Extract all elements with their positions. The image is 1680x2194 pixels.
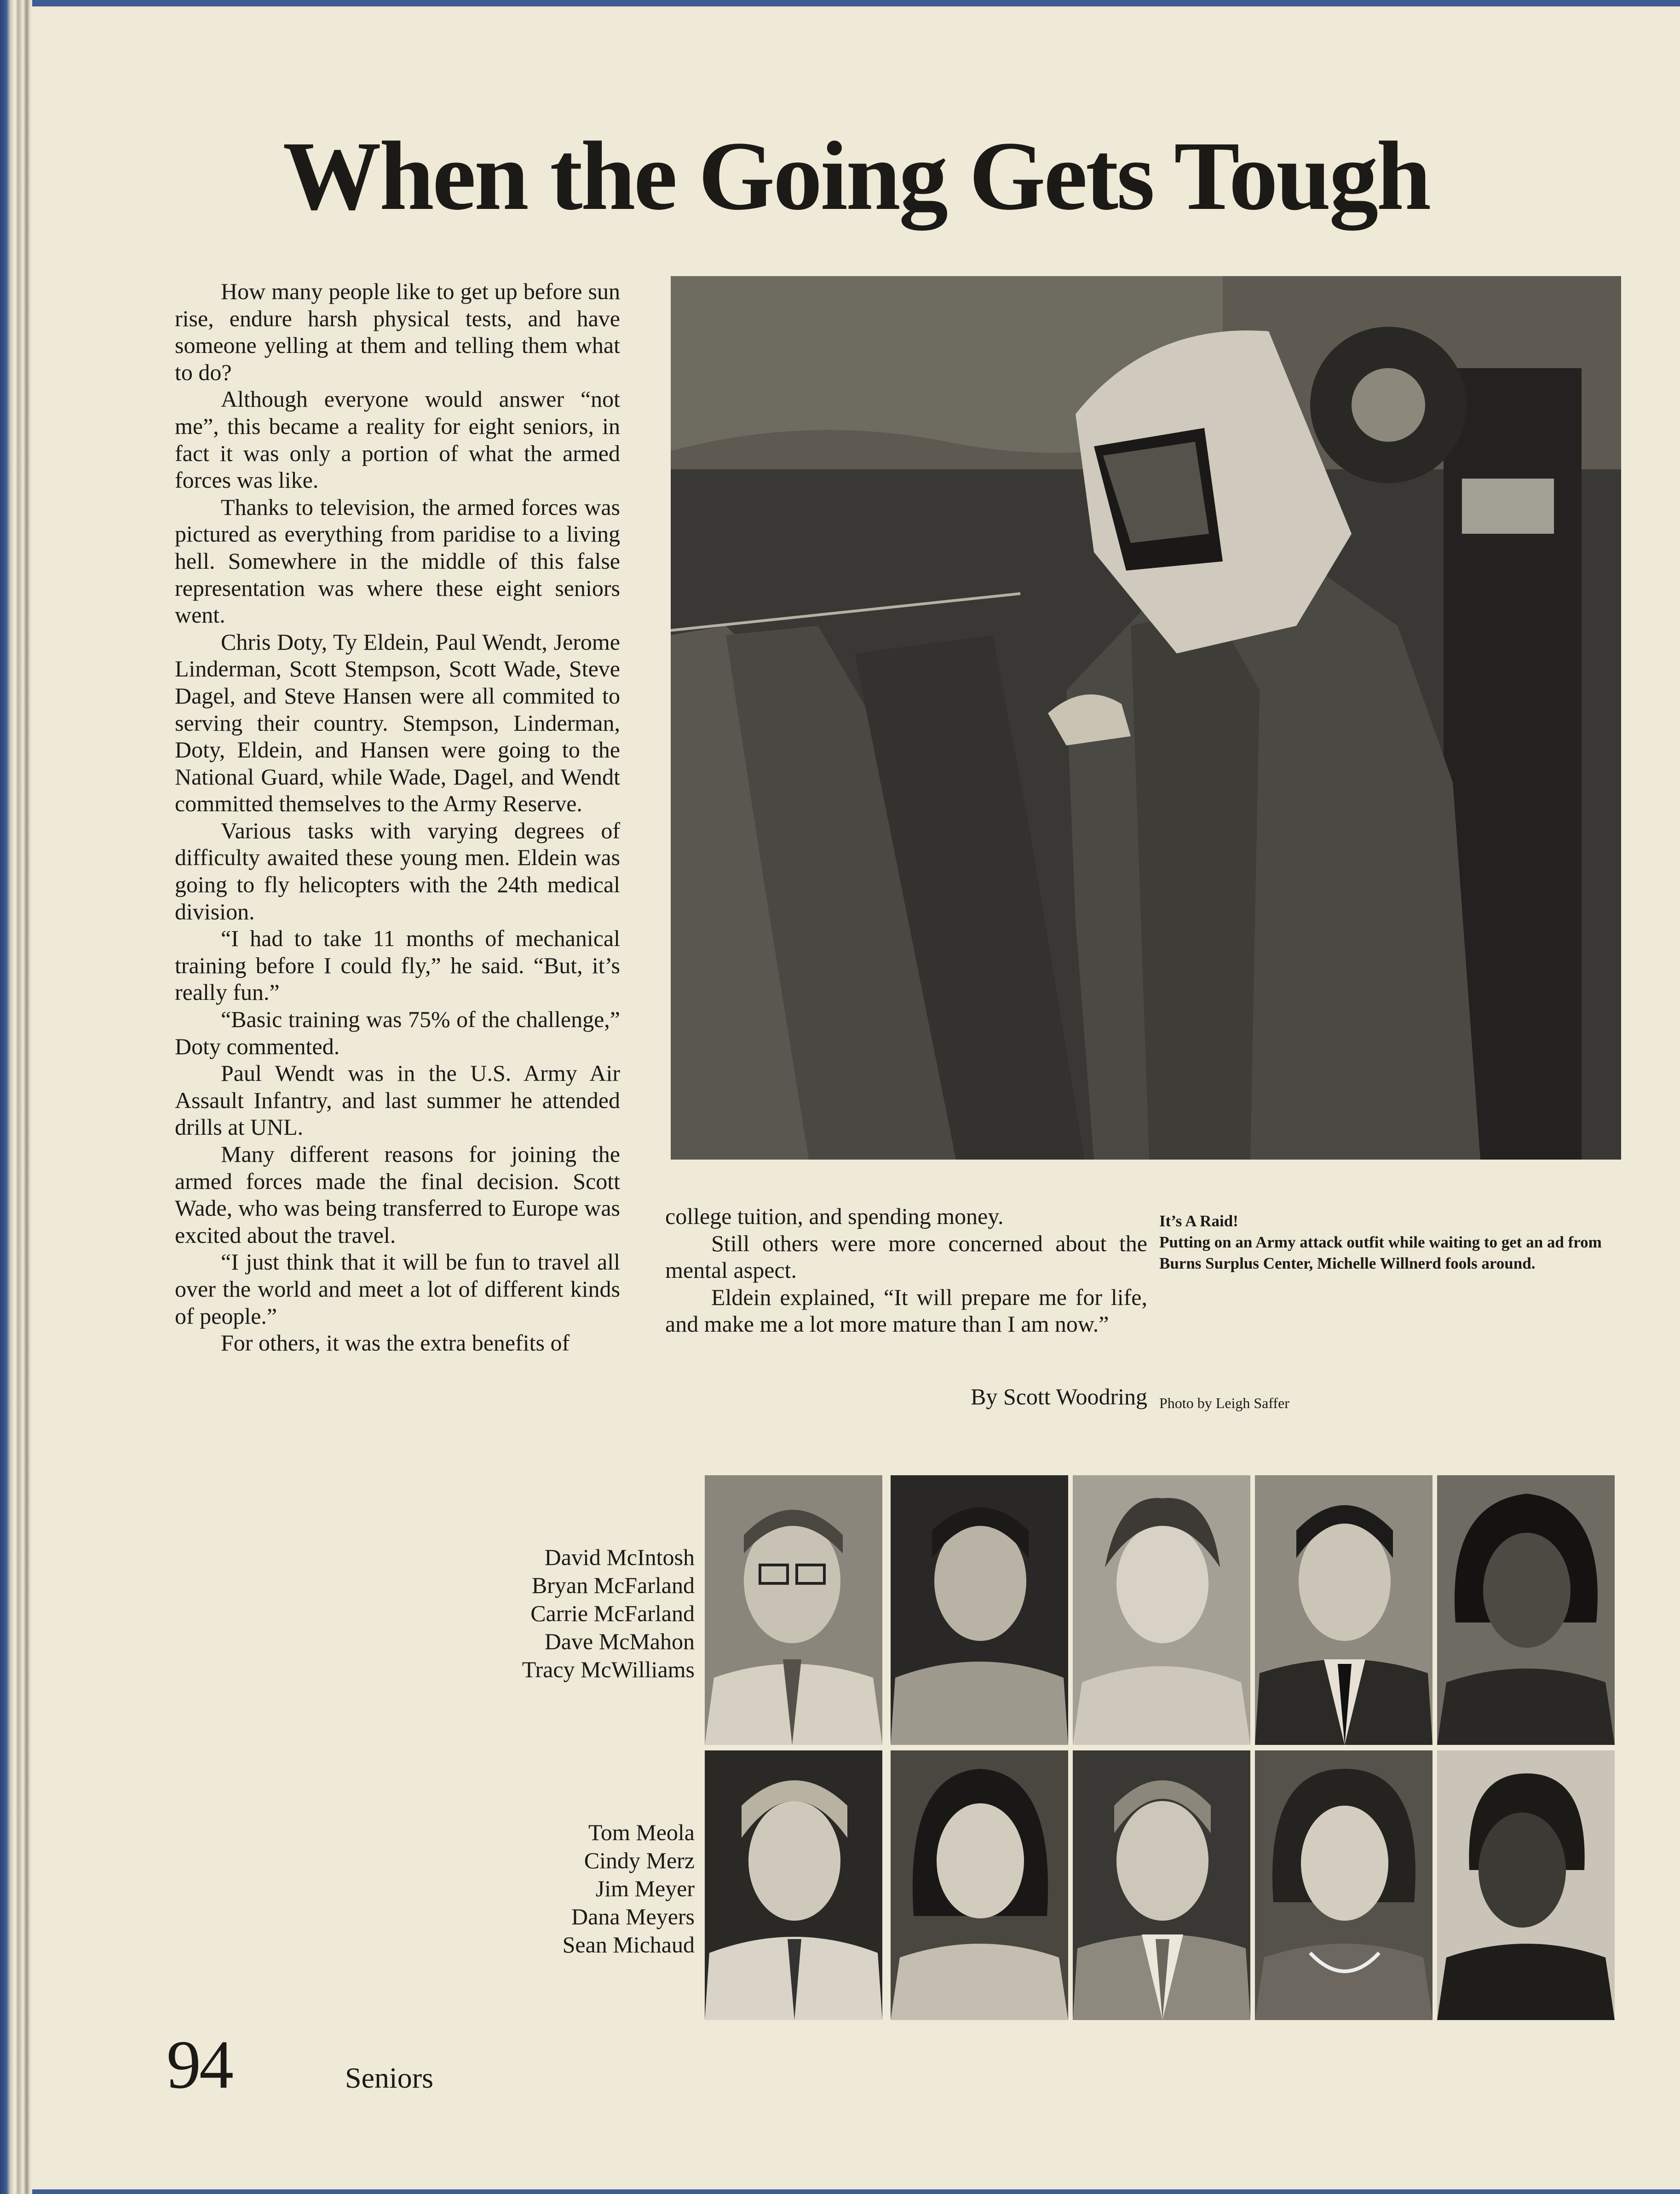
caption-text: Putting on an Army attack outfit while waiting to get an ad from Burns Surplus Center, Michelle Willnerd fools around. bbox=[1159, 1233, 1602, 1272]
caption-title: It’s A Raid! bbox=[1159, 1212, 1238, 1230]
student-name: Cindy Merz bbox=[584, 1848, 695, 1873]
portrait-photo bbox=[891, 1750, 1068, 2020]
student-name: Dana Meyers bbox=[571, 1904, 695, 1929]
portrait-photo bbox=[705, 1475, 882, 1745]
article-paragraph: Many different reasons for joining the armed forces made the final decision. Scott Wade, who was being transferred to Europe was excited about the travel. bbox=[175, 1141, 620, 1248]
portrait-photo bbox=[1255, 1750, 1433, 2020]
portrait-photo bbox=[1437, 1750, 1615, 2020]
photo-credit: Photo by Leigh Saffer bbox=[1159, 1395, 1289, 1411]
article-paragraph: How many people like to get up before sun rise, endure harsh physical tests, and have someone yelling at them and telling them what to do? bbox=[175, 278, 620, 385]
article-column-1 bbox=[175, 278, 620, 1357]
article-paragraph: Eldein explained, “It will prepare me for life, and make me a lot more mature than I am now.” bbox=[665, 1284, 1147, 1337]
section-label: Seniors bbox=[345, 2061, 433, 2094]
student-name: Carrie McFarland bbox=[530, 1600, 695, 1626]
army-outfit-photo bbox=[671, 276, 1621, 1160]
article-column-2 bbox=[665, 1203, 1147, 1338]
article-paragraph: “Basic training was 75% of the challenge,” Doty commented. bbox=[175, 1006, 620, 1059]
portrait-photo bbox=[1437, 1475, 1615, 1745]
portrait-names-row-1 bbox=[400, 1543, 695, 1684]
article-paragraph: “I had to take 11 months of mechanical training before I could fly,” he said. “But, it’s really fun.” bbox=[175, 925, 620, 1005]
article-paragraph: “I just think that it will be fun to travel all over the world and meet a lot of different kinds of people.” bbox=[175, 1249, 620, 1329]
page-title: When the Going Gets Tough bbox=[282, 121, 1430, 231]
portrait-photo bbox=[705, 1750, 882, 2020]
student-name: Jim Meyer bbox=[595, 1876, 695, 1901]
portrait-names-row-2 bbox=[400, 1819, 695, 1959]
portrait-photo bbox=[1255, 1475, 1433, 1745]
student-name: Dave McMahon bbox=[544, 1628, 695, 1654]
article-paragraph: Although everyone would answer “not me”, this became a reality for eight seniors, in fact it was only a portion of what the armed forces was like. bbox=[175, 386, 620, 493]
article-paragraph: college tuition, and spending money. bbox=[665, 1203, 1004, 1229]
article-paragraph: For others, it was the extra benefits of bbox=[221, 1330, 570, 1356]
article-paragraph: Chris Doty, Ty Eldein, Paul Wendt, Jerome Linderman, Scott Stempson, Scott Wade, Steve Dagel, and Steve Hansen were all commited to serving their country. Stempson, Linderman, Doty, Eldein, and Hansen were going to the National Guard, while Wade, Dagel, and Wendt committed themselves to the Army Reserve. bbox=[175, 629, 620, 817]
article-paragraph: Thanks to television, the armed forces was pictured as everything from paridise to a living hell. Somewhere in the middle of this false representation was where these eight seniors went. bbox=[175, 494, 620, 628]
yearbook-page bbox=[32, 6, 1680, 2189]
article-paragraph: Still others were more concerned about the mental aspect. bbox=[665, 1230, 1147, 1283]
byline: By Scott Woodring bbox=[971, 1384, 1147, 1409]
photo-caption bbox=[1159, 1211, 1642, 1274]
page-number: 94 bbox=[167, 2027, 232, 2103]
photo-illustration bbox=[671, 276, 1621, 1160]
article-paragraph: Various tasks with varying degrees of difficulty awaited these young men. Eldein was going to fly helicopters with the 24th medical division. bbox=[175, 817, 620, 924]
portrait-photo bbox=[1073, 1750, 1250, 2020]
student-name: Sean Michaud bbox=[562, 1932, 695, 1957]
student-name: Tom Meola bbox=[588, 1819, 695, 1845]
portrait-photo bbox=[1073, 1475, 1250, 1745]
student-name: Bryan McFarland bbox=[531, 1572, 695, 1598]
student-name: David McIntosh bbox=[544, 1544, 695, 1570]
article-paragraph: Paul Wendt was in the U.S. Army Air Assault Infantry, and last summer he attended drills at UNL. bbox=[175, 1060, 620, 1140]
student-name: Tracy McWilliams bbox=[522, 1657, 695, 1682]
portrait-photo bbox=[891, 1475, 1068, 1745]
book-spine-edge bbox=[0, 0, 32, 2194]
